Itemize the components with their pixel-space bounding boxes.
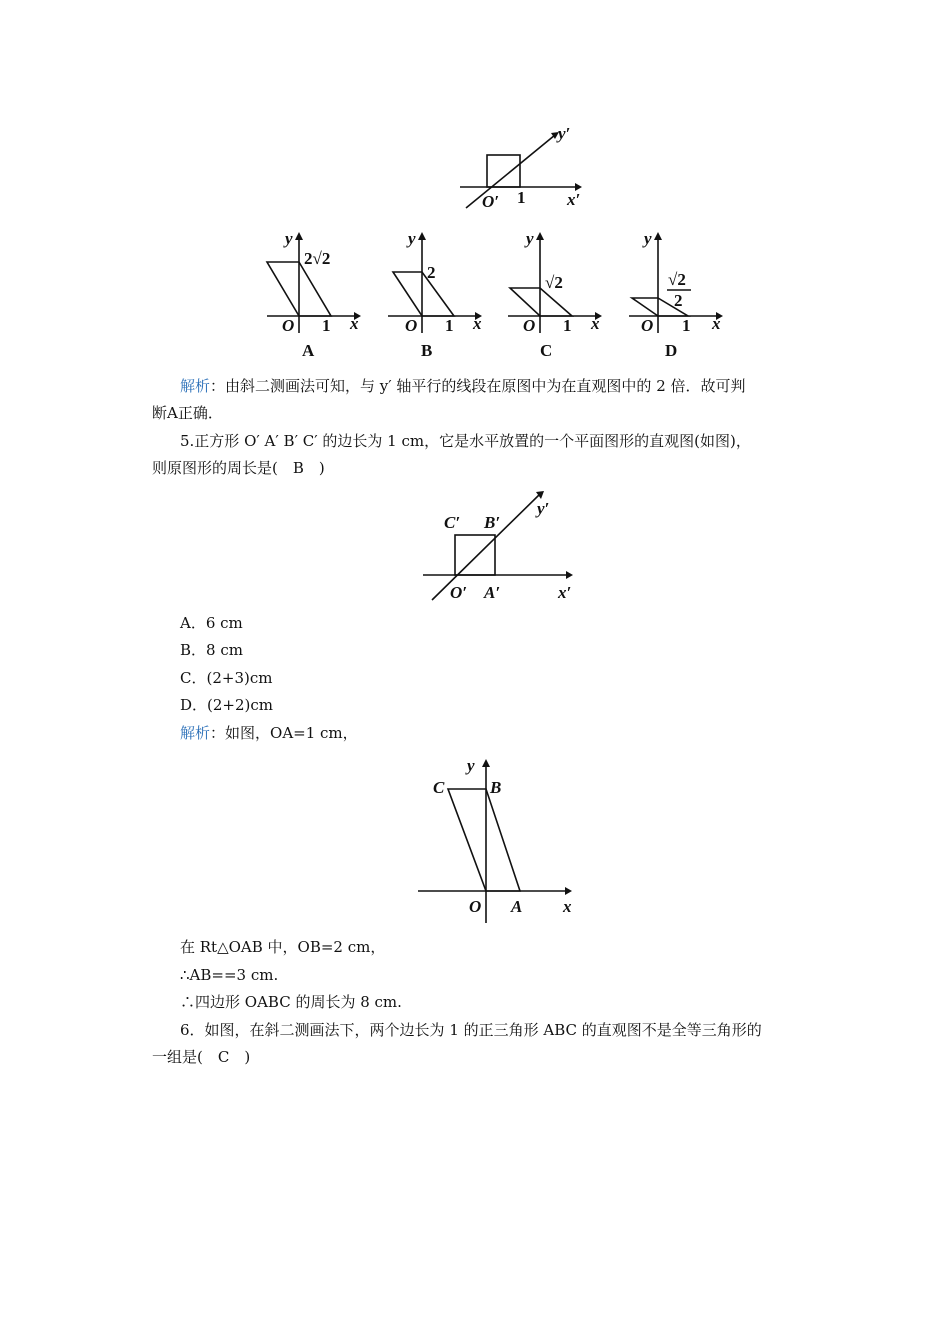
- one-label: 1: [563, 316, 572, 335]
- option-d-figure: [624, 228, 734, 360]
- square: [487, 155, 520, 187]
- y-label: y: [467, 756, 475, 775]
- height-label: √2: [545, 273, 563, 292]
- x-label: x: [563, 897, 572, 916]
- y-label: y: [644, 229, 652, 248]
- x-label: x: [350, 314, 359, 333]
- analysis-label: 解析: [180, 724, 211, 742]
- y-prime-axis: [466, 135, 555, 208]
- origin-label: O: [641, 316, 654, 335]
- c-prime-label: C′: [444, 513, 461, 532]
- a-prime-label: A′: [484, 583, 501, 602]
- x-prime-label: x′: [567, 190, 581, 209]
- height-denominator: 2: [674, 291, 683, 310]
- height-label: 2√2: [304, 249, 331, 268]
- height-label: 2: [427, 263, 436, 282]
- q5-option-b: B．8 cm: [180, 641, 243, 659]
- o-prime-label: O′: [450, 583, 468, 602]
- option-letter: A: [302, 341, 315, 360]
- q5-option-c: C．(2+3)cm: [180, 669, 273, 687]
- x-axis-arrow: [566, 571, 573, 579]
- q5-solution-line1: 在 Rt△OAB 中，OB=2 cm，: [180, 938, 386, 956]
- x-prime-label: x′: [558, 583, 572, 602]
- b-label: B: [490, 778, 502, 797]
- option-b-figure: [383, 228, 493, 360]
- one-label: 1: [322, 316, 331, 335]
- y-axis-arrow: [295, 232, 303, 240]
- figure-top-oblique-square: [455, 125, 595, 215]
- y-label: y: [408, 229, 416, 248]
- a-label: A: [511, 897, 523, 916]
- q5-stem-line1: 5.正方形 O′ A′ B′ C′ 的边长为 1 cm，它是水平放置的一个平面图形的直观图(如图)，: [180, 432, 751, 450]
- q5-solution-line3: ∴四边形 OABC 的周长为 8 cm.: [180, 993, 402, 1011]
- one-label: 1: [517, 188, 526, 207]
- q5-stem-line2: 则原图形的周长是( B ): [152, 459, 325, 477]
- one-label: 1: [682, 316, 691, 335]
- x-label: x: [473, 314, 482, 333]
- option-letter: B: [421, 341, 433, 360]
- x-label: x: [712, 314, 721, 333]
- one-label: 1: [445, 316, 454, 335]
- parallelogram: [510, 288, 572, 316]
- q5-solution-line2: ∴AB==3 cm.: [180, 966, 279, 984]
- analysis-text: ：由斜二测画法可知，与 y′ 轴平行的线段在原图中为在直观图中的 2 倍．故可判: [210, 377, 746, 395]
- option-letter: D: [665, 341, 678, 360]
- y-prime-label: y′: [558, 124, 571, 143]
- analysis-text: ：如图，OA=1 cm，: [210, 724, 358, 742]
- q5-option-d: D．(2+2)cm: [180, 696, 274, 714]
- parallelogram-oabc: [448, 789, 520, 891]
- origin-label: O: [405, 316, 418, 335]
- y-label: y: [526, 229, 534, 248]
- q6-stem-line2: 一组是( C ): [152, 1048, 251, 1066]
- option-c-figure: [503, 228, 613, 360]
- parallelogram: [393, 272, 454, 316]
- y-axis-arrow: [418, 232, 426, 240]
- y-axis-arrow: [654, 232, 662, 240]
- y-prime-label: y′: [537, 499, 550, 518]
- x-axis-arrow: [565, 887, 572, 895]
- origin-label: O: [523, 316, 536, 335]
- q4-analysis-line1: [180, 376, 746, 396]
- y-label: y: [285, 229, 293, 248]
- c-label: C: [433, 778, 445, 797]
- option-a-figure: [262, 228, 372, 360]
- o-label: O: [469, 897, 482, 916]
- y-axis-arrow: [482, 759, 490, 767]
- q5-option-a: A．6 cm: [180, 614, 243, 632]
- height-numerator: √2: [668, 270, 686, 289]
- analysis-label: 解析: [180, 377, 211, 395]
- q5-figure-oblique-square: [420, 488, 590, 606]
- square: [455, 535, 495, 575]
- x-label: x: [591, 314, 600, 333]
- origin-prime-label: O′: [482, 192, 500, 211]
- option-letter: C: [540, 341, 553, 360]
- q5-analysis: [180, 723, 358, 743]
- y-axis-arrow: [536, 232, 544, 240]
- origin-label: O: [282, 316, 295, 335]
- b-prime-label: B′: [484, 513, 501, 532]
- q6-stem-line1: 6．如图，在斜二测画法下，两个边长为 1 的正三角形 ABC 的直观图不是全等三角形的: [180, 1021, 762, 1039]
- q5-original-figure: [415, 755, 585, 927]
- q4-analysis-line2: 断A正确．: [152, 404, 223, 422]
